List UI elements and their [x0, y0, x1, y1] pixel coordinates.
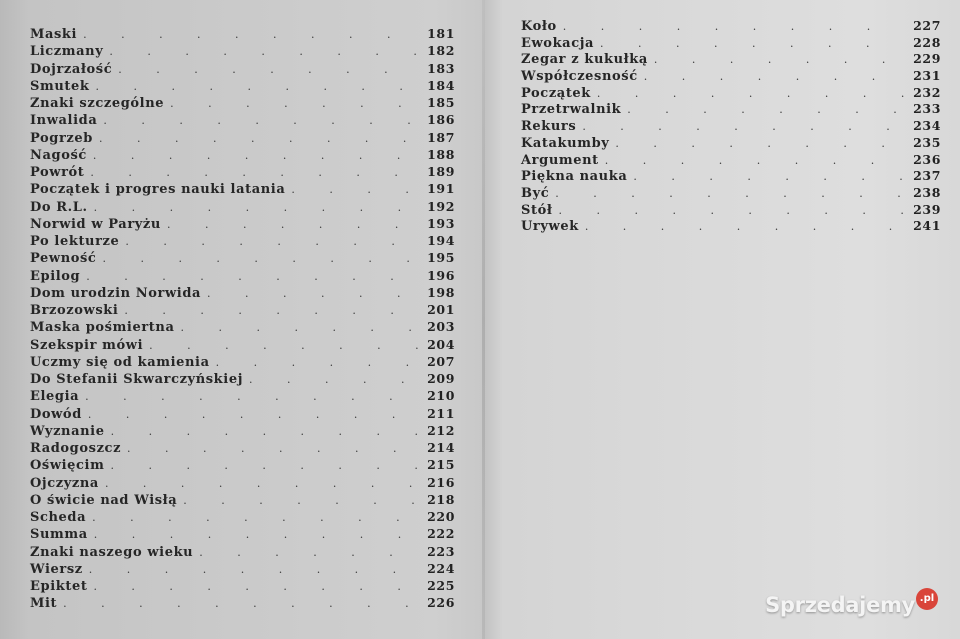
- dot-leader: [63, 595, 419, 612]
- toc-entry: [30, 25, 455, 42]
- toc-entry: [30, 525, 455, 542]
- toc-entry-page-number: 226: [427, 595, 455, 611]
- toc-entry: [30, 508, 455, 525]
- toc-entry: [30, 370, 455, 387]
- toc-entry-page-number: 184: [427, 77, 455, 93]
- toc-entry-page-number: 201: [427, 302, 455, 317]
- dot-leader: [95, 78, 419, 95]
- dot-leader: [90, 164, 419, 181]
- toc-entry-title: Znaki naszego wieku: [30, 544, 194, 560]
- toc-entry-title: Współczesność: [521, 69, 638, 85]
- toc-entry-title: Scheda: [30, 510, 87, 525]
- toc-entry-title: Szekspir mówi: [30, 337, 144, 353]
- dot-leader: [94, 526, 419, 543]
- dot-leader: [88, 406, 419, 423]
- watermark-logo: [765, 593, 938, 621]
- dot-leader: [86, 268, 419, 285]
- dot-leader: [167, 216, 419, 233]
- dot-leader: [118, 61, 419, 78]
- toc-entry: [30, 543, 455, 560]
- toc-entry-title: Do Stefanii Skwarczyńskiej: [30, 372, 244, 387]
- toc-entry: [30, 560, 455, 577]
- toc-entry-page-number: 188: [427, 146, 455, 162]
- dot-leader: [183, 492, 419, 509]
- dot-leader: [633, 168, 905, 185]
- toc-entry-title: Epilog: [30, 268, 81, 284]
- toc-entry-page-number: 215: [427, 457, 455, 473]
- toc-entry-page-number: 228: [913, 34, 941, 50]
- toc-entry-page-number: 195: [427, 250, 455, 266]
- toc-entry-title: Urywek: [521, 219, 579, 235]
- toc-entry-page-number: 224: [427, 560, 455, 576]
- toc-entry: [30, 232, 455, 249]
- table-of-contents-right: [521, 17, 941, 234]
- toc-entry: [30, 387, 455, 404]
- toc-entry-title: Uczmy się od kamienia: [30, 354, 210, 370]
- dot-leader: [99, 130, 419, 147]
- dot-leader: [600, 35, 905, 52]
- toc-entry-page-number: 211: [427, 405, 455, 421]
- toc-entry-title: Maski: [30, 27, 78, 42]
- watermark-badge: .pl: [916, 588, 938, 610]
- dot-leader: [654, 51, 905, 68]
- toc-entry-title: Brzozowski: [30, 303, 119, 318]
- dot-leader: [644, 68, 905, 85]
- dot-leader: [249, 371, 419, 388]
- toc-entry-title: Pogrzeb: [30, 130, 93, 146]
- toc-entry-title: Wyznanie: [30, 423, 105, 439]
- toc-entry-page-number: 196: [427, 267, 455, 283]
- toc-entry-title: Dowód: [30, 406, 82, 422]
- toc-entry: [30, 42, 455, 59]
- dot-leader: [94, 199, 419, 216]
- toc-entry-title: Początek i progres nauki latania: [30, 182, 286, 198]
- toc-entry-page-number: 239: [913, 201, 941, 217]
- toc-entry: [30, 77, 455, 94]
- toc-entry-page-number: 185: [427, 95, 455, 110]
- book-gutter: [482, 0, 485, 639]
- toc-entry-page-number: 182: [427, 43, 455, 59]
- toc-entry: [521, 34, 941, 51]
- dot-leader: [585, 218, 905, 235]
- toc-entry-page-number: 187: [427, 129, 455, 145]
- dot-leader: [85, 388, 419, 405]
- dot-leader: [105, 475, 419, 492]
- toc-entry-title: Początek: [521, 85, 591, 101]
- toc-entry-title: Powrót: [30, 165, 85, 180]
- toc-entry-title: Argument: [521, 152, 599, 168]
- dot-leader: [93, 578, 419, 595]
- toc-entry-page-number: 220: [427, 509, 455, 524]
- toc-entry-title: Oświęcim: [30, 458, 105, 474]
- toc-entry-title: Rekurs: [521, 119, 577, 135]
- dot-leader: [83, 26, 419, 43]
- toc-entry-page-number: 191: [427, 181, 455, 197]
- toc-entry-title: Elegia: [30, 389, 80, 405]
- dot-leader: [92, 509, 419, 526]
- toc-entry-title: Summa: [30, 527, 88, 543]
- toc-entry-page-number: 181: [427, 26, 455, 41]
- toc-entry: [521, 67, 941, 84]
- watermark-text: Sprzedajemy: [765, 593, 915, 617]
- toc-entry: [30, 422, 455, 439]
- toc-entry-page-number: 229: [913, 51, 941, 67]
- toc-entry: [30, 129, 455, 146]
- toc-entry-page-number: 235: [913, 134, 941, 150]
- toc-entry: [521, 134, 941, 151]
- toc-entry-page-number: 218: [427, 491, 455, 507]
- toc-entry-page-number: 216: [427, 474, 455, 490]
- toc-entry-page-number: 189: [427, 164, 455, 179]
- dot-leader: [93, 147, 419, 164]
- dot-leader: [111, 423, 419, 440]
- dot-leader: [207, 285, 419, 302]
- toc-entry-page-number: 183: [427, 60, 455, 76]
- toc-entry-title: Piękna nauka: [521, 169, 628, 185]
- toc-entry: [30, 405, 455, 422]
- toc-entry: [521, 201, 941, 218]
- toc-entry: [30, 180, 455, 197]
- dot-leader: [558, 202, 905, 219]
- toc-entry: [30, 249, 455, 266]
- dot-leader: [180, 319, 419, 336]
- toc-entry-page-number: 222: [427, 526, 455, 542]
- toc-entry: [30, 267, 455, 284]
- toc-entry: [30, 439, 455, 456]
- toc-entry-title: Smutek: [30, 78, 90, 94]
- toc-entry-title: Zegar z kukułką: [521, 52, 648, 68]
- toc-entry-title: Epiktet: [30, 579, 88, 594]
- toc-entry-page-number: 203: [427, 319, 455, 335]
- toc-entry-page-number: 225: [427, 578, 455, 593]
- toc-entry-title: Mit: [30, 596, 58, 612]
- toc-entry: [30, 594, 455, 611]
- dot-leader: [199, 544, 419, 561]
- toc-entry-title: Nagość: [30, 147, 87, 163]
- toc-entry-page-number: 210: [427, 388, 455, 404]
- toc-entry-title: Przetrwalnik: [521, 102, 622, 118]
- toc-entry: [30, 353, 455, 370]
- toc-entry: [30, 301, 455, 318]
- toc-entry-page-number: 223: [427, 543, 455, 559]
- toc-entry: [30, 284, 455, 301]
- dot-leader: [170, 95, 419, 112]
- toc-entry-page-number: 241: [913, 218, 941, 234]
- toc-entry-page-number: 227: [913, 18, 941, 33]
- toc-entry: [30, 577, 455, 594]
- dot-leader: [102, 250, 419, 267]
- toc-entry: [30, 491, 455, 508]
- toc-entry-page-number: 192: [427, 198, 455, 214]
- toc-entry-title: O świcie nad Wisłą: [30, 492, 178, 508]
- toc-entry-page-number: 186: [427, 112, 455, 128]
- toc-entry: [30, 111, 455, 128]
- toc-entry: [521, 184, 941, 201]
- toc-entry: [521, 167, 941, 184]
- toc-entry: [521, 17, 941, 34]
- toc-entry-title: Inwalida: [30, 113, 98, 129]
- dot-leader: [582, 118, 905, 135]
- toc-entry: [521, 50, 941, 67]
- toc-entry-title: Znaki szczególne: [30, 96, 165, 111]
- toc-entry-title: Koło: [521, 19, 557, 34]
- toc-entry-title: Ewokacja: [521, 35, 595, 51]
- toc-entry-title: Pewność: [30, 251, 97, 267]
- toc-entry-page-number: 193: [427, 215, 455, 231]
- toc-entry-page-number: 238: [913, 184, 941, 200]
- toc-entry: [521, 217, 941, 234]
- toc-entry-page-number: 231: [913, 68, 941, 84]
- toc-entry-title: Po lekturze: [30, 234, 120, 249]
- toc-entry-title: Norwid w Paryżu: [30, 216, 161, 232]
- toc-entry-page-number: 214: [427, 440, 455, 455]
- toc-entry-title: Katakumby: [521, 135, 610, 151]
- toc-entry-page-number: 234: [913, 118, 941, 134]
- dot-leader: [89, 561, 419, 578]
- dot-leader: [563, 18, 905, 35]
- toc-entry-page-number: 212: [427, 422, 455, 438]
- toc-entry-title: Radogoszcz: [30, 441, 122, 456]
- dot-leader: [555, 185, 905, 202]
- dot-leader: [103, 112, 419, 129]
- toc-entry: [30, 474, 455, 491]
- table-of-contents-left: [30, 25, 455, 612]
- toc-entry-title: Dojrzałość: [30, 61, 113, 77]
- toc-entry-page-number: 236: [913, 151, 941, 167]
- toc-entry-title: Być: [521, 185, 550, 201]
- toc-entry-page-number: 237: [913, 168, 941, 184]
- toc-entry-title: Ojczyzna: [30, 475, 99, 491]
- toc-entry-title: Do R.L.: [30, 199, 88, 215]
- toc-entry-title: Stół: [521, 202, 553, 218]
- toc-entry-page-number: 204: [427, 336, 455, 352]
- toc-entry: [521, 117, 941, 134]
- dot-leader: [291, 181, 419, 198]
- toc-entry-page-number: 207: [427, 353, 455, 369]
- toc-entry-title: Wiersz: [30, 561, 83, 577]
- toc-entry: [521, 100, 941, 117]
- toc-entry: [30, 146, 455, 163]
- toc-entry: [30, 60, 455, 77]
- toc-entry: [30, 215, 455, 232]
- toc-entry-page-number: 194: [427, 233, 455, 248]
- dot-leader: [597, 85, 905, 102]
- dot-leader: [125, 233, 419, 250]
- dot-leader: [149, 337, 419, 354]
- toc-entry: [30, 163, 455, 180]
- dot-leader: [615, 135, 905, 152]
- dot-leader: [127, 440, 419, 457]
- toc-entry-title: Liczmany: [30, 44, 104, 60]
- toc-entry: [521, 151, 941, 168]
- toc-entry: [30, 336, 455, 353]
- toc-entry-page-number: 198: [427, 284, 455, 300]
- dot-leader: [110, 457, 419, 474]
- toc-entry: [30, 456, 455, 473]
- toc-entry-page-number: 233: [913, 101, 941, 117]
- toc-entry-title: Dom urodzin Norwida: [30, 285, 202, 301]
- toc-entry: [30, 94, 455, 111]
- toc-entry-title: Maska pośmiertna: [30, 320, 175, 336]
- dot-leader: [605, 152, 905, 169]
- right-page: [484, 0, 960, 639]
- toc-entry: [30, 318, 455, 335]
- toc-entry: [30, 198, 455, 215]
- dot-leader: [109, 43, 419, 60]
- dot-leader: [216, 354, 419, 371]
- toc-entry: [521, 84, 941, 101]
- toc-entry-page-number: 232: [913, 84, 941, 100]
- dot-leader: [124, 302, 419, 319]
- dot-leader: [627, 101, 905, 118]
- toc-entry-page-number: 209: [427, 371, 455, 386]
